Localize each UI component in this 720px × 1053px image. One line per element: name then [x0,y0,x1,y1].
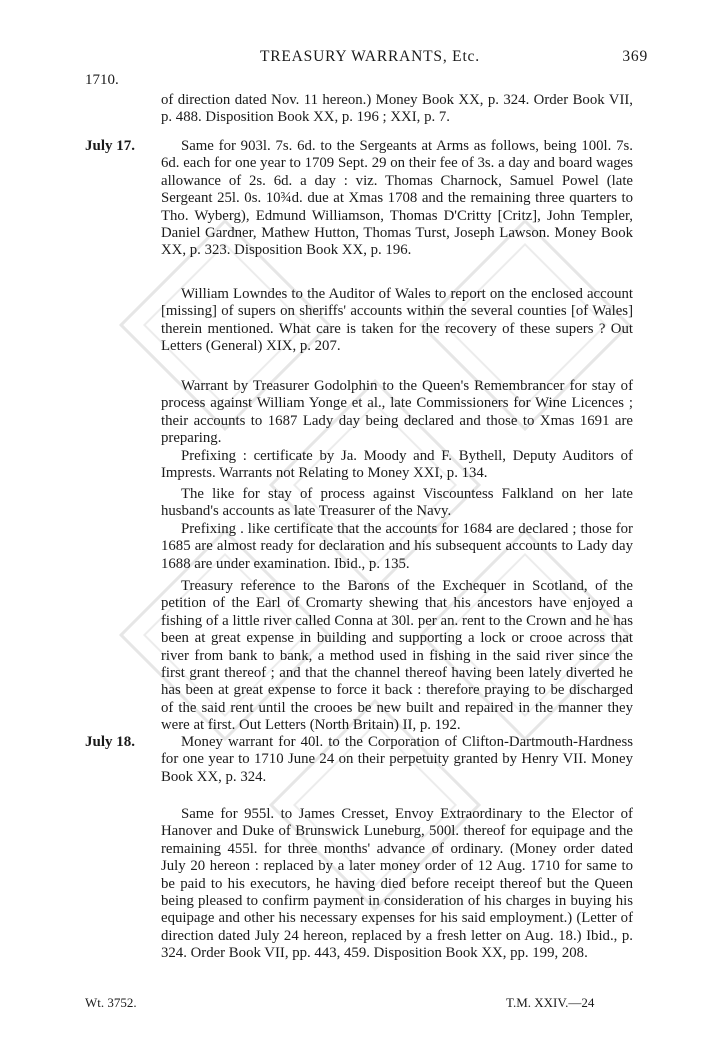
entry [161,578,633,735]
entry-paragraph: Money warrant for 40l. to the Corporation of Clifton-Dartmouth-Hardness for one year to 1710 June 24 on their perpetuity granted by Henry VII. Money Book XX, p. 324. [161,734,633,785]
running-head [0,48,720,70]
entry [161,92,633,127]
entry-paragraph: Warrant by Treasurer Godolphin to the Queen's Remembrancer for stay of process against William Yonge et al., late Commissioners for Wine Licences ; their accounts to 1687 Lady day being declared and those to Xmas 1691 are preparing. [161,378,633,447]
entry-paragraph: Same for 903l. 7s. 6d. to the Sergeants at Arms as follows, being 100l. 7s. 6d. each for one year to 1709 Sept. 29 on their fee of 3s. a day and board wages allowance of 2s. 6d. a day : viz. Thomas Charnock, Samuel Powel (late Sergeant 25l. 0s. 10¾d. due at Xmas 1708 and the remaining three quarters to Tho. Wyberg), Edmund Williamson, Thomas D'Critty [Critz], John Templer, Daniel Gardner, Mathew Hutton, Thomas Turst, Joseph Lawson. Money Book XX, p. 323. Disposition Book XX, p. 196. [161,138,633,259]
entry-paragraph: William Lowndes to the Auditor of Wales to report on the enclosed account [missing] of supers on sheriffs' accounts within the several counties [of Wales] therein mentioned. What care is taken for the recovery of these supers ? Out Letters (General) XIX, p. 207. [161,286,633,355]
entry [161,138,633,260]
footer-print-code: Wt. 3752. [85,995,137,1010]
entry-paragraph: The like for stay of process against Viscountess Falkland on her late husband's accounts as late Treasurer of the Navy. [161,486,633,520]
entry [161,378,633,482]
entry-paragraph: Treasury reference to the Barons of the Exchequer in Scotland, of the petition of the Earl of Cromarty shewing that his ancestors have enjoyed a fishing of a little river called Conna at 30l. per an. rent to the Crown and he has been at great expense in building and supporting a lock or crooe across that river from bank to bank, a method used in fishing in the said river since the first grant thereof ; and that the channel thereof having been lately diverted he has been at great expense to force it back : therefore praying to be discharged of the said rent until the crooes be new built and repaired in the manner they were at first. Out Letters (North Britain) II, p. 192. [161,578,633,734]
year-label: 1710. [85,72,119,88]
footer-signature: T.M. XXIV.—24 [506,995,595,1010]
running-title: TREASURY WARRANTS, Etc. [260,48,480,65]
entry [161,806,633,963]
entry [161,734,633,786]
entry-paragraph: Same for 955l. to James Cresset, Envoy Extraordinary to the Elector of Hanover and Duke of Brunswick Luneburg, 500l. thereof for equipage and the remaining 455l. for three months' advance of ordinary. (Money order dated July 20 hereon : replaced by a later money order of 12 Aug. 1710 for same to be paid to his executors, he having died before receipt thereof but the Queen being pleased to confirm payment in consideration of his charges in buying his equipage and other his necessary expenses for his said employment.) (Letter of direction dated July 24 hereon, replaced by a fresh letter on Aug. 18.) Ibid., p. 324. Order Book VII, pp. 443, 459. Disposition Book XX, pp. 199, 208. [161,806,633,962]
entry-paragraph: Prefixing : certificate by Ja. Moody and F. Bythell, Deputy Auditors of Imprests. Warrants not Relating to Money XXI, p. 134. [161,447,633,482]
margin-date: July 17. [85,138,136,154]
entry [161,286,633,356]
margin-date: July 18. [85,734,136,750]
entry-paragraph: Prefixing . like certificate that the accounts for 1684 are declared ; those for 1685 are almost ready for declaration and his subsequent accounts to Lady day 1688 are under examination. Ibid., p. 135. [161,520,633,572]
entry [161,486,633,573]
page-number: 369 [622,48,648,65]
entry-paragraph: of direction dated Nov. 11 hereon.) Money Book XX, p. 324. Order Book VII, p. 488. Disposition Book XX, p. 196 ; XXI, p. 7. [161,92,633,126]
